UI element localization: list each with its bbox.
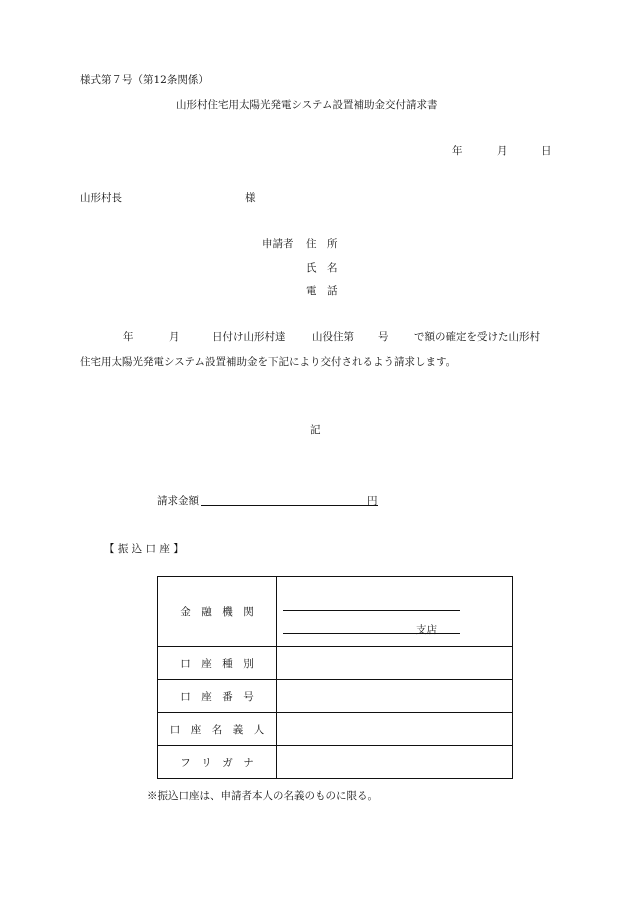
bank-account-table	[157, 576, 513, 779]
applicant-label: 申請者	[262, 238, 294, 250]
body-number: 号	[378, 331, 389, 343]
branch-label: 支店	[416, 624, 437, 636]
amount-label: 請求金額	[157, 495, 199, 507]
amount-unit: 円	[367, 495, 378, 507]
table-row	[158, 647, 513, 680]
applicant-name-label: 氏 名	[306, 262, 338, 274]
account-number-label: 口 座 番 号	[158, 680, 277, 713]
table-row	[158, 746, 513, 779]
bank-name-line	[283, 610, 460, 611]
account-holder-label: 口 座 名 義 人	[158, 713, 277, 746]
table-row	[158, 713, 513, 746]
addressee-honorific: 様	[245, 192, 256, 204]
account-type-label: 口 座 種 別	[158, 647, 277, 680]
date-month: 月	[497, 145, 508, 157]
account-holder-field[interactable]	[277, 713, 513, 746]
applicant-phone-label: 電 話	[306, 285, 338, 297]
applicant-address-label: 住 所	[306, 238, 338, 250]
transfer-note: ※振込口座は、申請者本人の名義のものに限る。	[147, 790, 378, 802]
date-day: 日	[541, 145, 552, 157]
account-type-field[interactable]	[277, 647, 513, 680]
table-row	[158, 680, 513, 713]
furigana-label: フ リ ガ ナ	[158, 746, 277, 779]
body-dated: 日付け山形村達	[212, 331, 286, 343]
account-number-field[interactable]	[277, 680, 513, 713]
ki-marker: 記	[310, 424, 321, 436]
body-paragraph-2: 住宅用太陽光発電システム設置補助金を下記により交付されるよう請求します。	[80, 356, 457, 368]
addressee-name: 山形村長	[80, 192, 122, 204]
bank-name-label: 金 融 機 関	[158, 577, 277, 647]
transfer-heading: 【 振 込 口 座 】	[104, 543, 184, 555]
bank-name-field[interactable]	[277, 577, 513, 647]
body-office: 山役住第	[312, 331, 354, 343]
amount-underline	[201, 505, 378, 506]
date-year: 年	[452, 145, 463, 157]
body-month: 月	[169, 331, 180, 343]
body-year: 年	[123, 331, 134, 343]
body-rest: で額の確定を受けた山形村	[414, 331, 540, 343]
document-title: 山形村住宅用太陽光発電システム設置補助金交付請求書	[176, 99, 438, 111]
branch-line	[283, 633, 460, 634]
furigana-field[interactable]	[277, 746, 513, 779]
form-number: 様式第７号（第12条関係）	[80, 74, 209, 86]
table-row	[158, 577, 513, 647]
